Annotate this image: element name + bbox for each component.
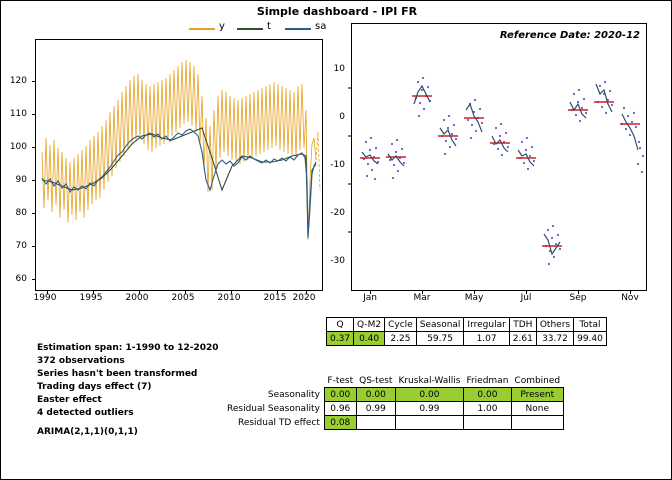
header-cell-kruskal: Kruskal-Wallis [398,375,461,386]
header-cell-ftest: F-test [327,375,354,386]
header-cell-q: Q [327,318,354,332]
cell-seasonality-qstest: 0.00 [356,388,395,402]
cell-residual-seasonality-qstest: 0.99 [356,402,395,416]
y-tick-label: 90 [15,175,27,185]
cell-residual-td-friedman [463,416,511,430]
legend-swatch-sa [285,28,311,30]
header-cell-tdh: TDH [509,318,536,332]
month-mean-bars [360,96,640,246]
cell-seasonality-kruskal: 0.00 [395,388,463,402]
header-cell-seasonal: Seasonal [416,318,464,332]
summary-line: Easter effect [37,395,102,405]
month-recent-path [362,84,638,254]
summary-line: Series hasn't been transformed [37,369,198,379]
x-tick-label: 2010 [217,293,241,303]
cell-seasonality-friedman: 0.00 [463,388,511,402]
x-tick-label: Nov [621,293,639,303]
header-cell-blank [224,374,324,388]
y-tick-label: -10 [330,160,345,170]
reference-date-label: Reference Date: 2020-12 [499,30,640,41]
y-tick [32,114,36,115]
summary-line: Estimation span: 1-1990 to 12-2020 [37,343,219,353]
header-cell-irregular: Irregular [464,318,509,332]
y-tick [32,81,36,82]
y-tick-label: 0 [339,112,345,122]
row-label-seasonality: Seasonality [267,389,320,400]
cell-residual-seasonality-friedman: 1.00 [463,402,511,416]
table-row [224,402,563,416]
cell-residual-seasonality-ftest: 0.96 [324,402,356,416]
cell-residual-seasonality-combined: None [511,402,563,416]
summary-line: 4 detected outliers [37,408,134,418]
x-tick-label: May [464,293,484,303]
row-label-residual-td: Residual TD effect [237,417,320,428]
header-cell-qstest: QS-test [359,375,393,386]
cell-residual-td-kruskal [395,416,463,430]
value-cell-others: 33.72 [536,332,573,346]
x-tick-label: 2000 [125,293,149,303]
x-tick-label: 1995 [79,293,103,303]
header-cell-friedman: Friedman [466,375,509,386]
header-cell-combined: Combined [514,375,561,386]
y-tick-label: 80 [15,208,27,218]
header-cell-others: Others [536,318,573,332]
main-series-plot [35,39,323,291]
legend-swatch-t [237,28,263,30]
value-cell-irregular: 1.07 [464,332,509,346]
y-tick-label: -30 [330,256,345,266]
decomposition-table [326,317,607,346]
x-tick-label: 2005 [171,293,195,303]
table-header-row [224,374,563,388]
y-tick-label: 120 [9,76,27,86]
x-tick-label: 2015 [263,293,287,303]
y-tick [32,180,36,181]
table-row [224,388,563,402]
value-cell-q: 0.37 [327,332,354,346]
cell-residual-td-ftest: 0.08 [324,416,356,430]
main-series-svg [36,40,322,290]
y-tick [32,246,36,247]
table-header-row [327,318,607,332]
header-cell-cycle: Cycle [385,318,417,332]
value-cell-tdh: 2.61 [509,332,536,346]
value-cell-total: 99.40 [574,332,607,346]
x-tick-label: Sep [569,293,587,303]
cell-residual-td-combined [511,416,563,430]
page-title: Simple dashboard - IPI FR [256,5,418,18]
legend-label-y: y [219,21,225,32]
y-tick [32,147,36,148]
x-tick-label: Mar [413,293,431,303]
table-row [224,416,563,430]
legend-label-sa: sa [315,21,327,32]
legend-label-t: t [267,21,271,32]
y-tick-label: 70 [15,241,27,251]
cell-seasonality-combined: Present [511,388,563,402]
arima-model-label: ARIMA(2,1,1)(0,1,1) [37,427,138,437]
legend-swatch-y [189,28,215,30]
series-y-path [42,60,316,240]
y-tick-label: 110 [9,109,27,119]
x-tick-label: 1990 [33,293,57,303]
y-tick-label: -20 [330,208,345,218]
y-tick-label: 100 [9,142,27,152]
seasonality-tests-table [224,374,564,430]
x-tick-label: 2020 [292,293,316,303]
y-tick-label: 10 [333,64,345,74]
cell-residual-td-qstest [356,416,395,430]
x-tick-label: Jan [363,293,377,303]
table-row [327,332,607,346]
value-cell-cycle: 2.25 [385,332,417,346]
y-tick [32,213,36,214]
summary-line: Trading days effect (7) [37,382,152,392]
seasonal-month-plot [351,23,647,291]
month-scatter-points [363,77,644,265]
header-cell-qm2: Q-M2 [354,318,385,332]
x-tick-label: Jul [520,293,532,303]
estimation-summary [37,342,219,439]
summary-line: 372 observations [37,356,125,366]
y-tick-label: 60 [15,274,27,284]
cell-residual-seasonality-kruskal: 0.99 [395,402,463,416]
cell-seasonality-ftest: 0.00 [324,388,356,402]
header-cell-total: Total [574,318,607,332]
row-label-residual-seasonality: Residual Seasonality [227,403,320,414]
seasonal-month-svg [352,24,646,290]
value-cell-qm2: 0.40 [354,332,385,346]
value-cell-seasonal: 59.75 [416,332,464,346]
y-tick [32,279,36,280]
